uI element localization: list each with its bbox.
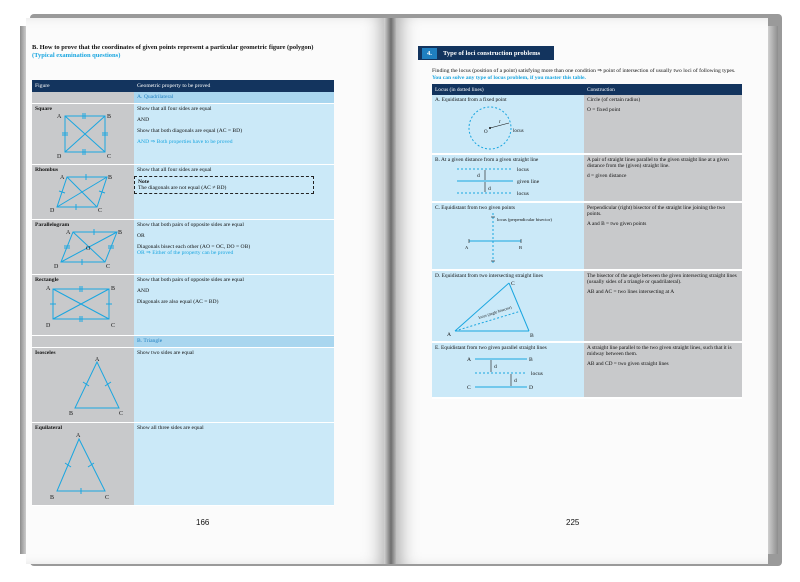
row-b-label-given-line: given line: [517, 179, 540, 185]
equilateral-figure: [35, 431, 127, 501]
rhombus-note-title: Note: [138, 179, 150, 185]
figure-name-rhombus: Rhombus: [35, 167, 59, 173]
svg-text:B: B: [111, 286, 116, 292]
row-c-label-b: B: [519, 245, 523, 250]
table-row-isosceles: [32, 348, 334, 423]
parallelogram-or: OR: [137, 233, 145, 239]
row-a-detail: O = fixed point: [587, 107, 621, 113]
section-quadrilateral: A. Quadrilateral: [134, 92, 334, 104]
row-c-title: C. Equidistant from two given points: [435, 205, 515, 211]
intro-highlight: You can solve any type of locus problem, if you master this table.: [432, 75, 586, 82]
parallelogram-line-2: Diagonals bisect each other (AO = OC, DO = OB): [137, 244, 251, 250]
svg-text:B: B: [108, 175, 113, 181]
intro-text: Finding the locus (position of a point) satisfying more than one condition ⇒ point of intersection of usually two loci of following types.: [432, 68, 736, 74]
row-e-label-b: B: [529, 357, 533, 363]
row-a-construction: Circle (of certain radius): [587, 97, 641, 103]
rectangle-line-2: Diagonals are also equal (AC = BD): [137, 299, 219, 305]
svg-text:A: A: [66, 230, 71, 236]
row-b-label-d-bottom: d: [488, 186, 491, 192]
row-a-title: A. Equidistant from a fixed point: [435, 97, 507, 103]
row-e-detail: AB and CD = two given straight lines: [587, 361, 669, 367]
svg-text:A: A: [46, 286, 51, 292]
svg-text:C: C: [119, 411, 124, 417]
row-e-label-d: D: [529, 385, 534, 391]
svg-text:C: C: [107, 154, 112, 158]
row-d-title: D. Equidistant from two intersecting straight lines: [435, 273, 543, 279]
rectangle-figure: [35, 283, 127, 329]
col-locus-header: Locus (in dotted lines): [432, 84, 584, 95]
isosceles-line-1: Show two sides are equal: [137, 350, 194, 356]
col-construction-header: Construction: [584, 84, 742, 95]
loci-row-b: [432, 154, 742, 202]
row-d-construction: The bisector of the angle between the given intersecting straight lines (usually sides of a triangle or quadrilateral).: [587, 273, 737, 285]
row-b-label-locus-top: locus: [517, 167, 529, 173]
svg-text:O: O: [86, 246, 91, 252]
row-e-label-a: A: [467, 357, 472, 363]
square-line-3: AND ⇒ Both properties have to be proved: [137, 139, 233, 145]
row-b-label-locus-bottom: locus: [517, 191, 529, 197]
right-page-edges: [768, 26, 778, 554]
row-d-label-locus: locus (angle bisector): [477, 304, 513, 320]
svg-text:C: C: [106, 264, 111, 270]
row-a-label-locus: locus: [513, 129, 524, 134]
section-triangle: B. Triangle: [134, 336, 334, 348]
isosceles-figure: [35, 356, 127, 418]
row-e-label-d2: d: [514, 378, 517, 384]
row-b-title: B. At a given distance from a given straight line: [435, 157, 539, 163]
row-c-label-locus: locus (perpendicular bisector): [497, 217, 552, 222]
row-d-label-b: B: [530, 333, 534, 339]
row-e-construction: A straight line parallel to the two given straight lines, such that it is midway between them.: [587, 345, 732, 357]
svg-text:B: B: [107, 114, 112, 120]
table-row-rhombus: [32, 165, 334, 220]
rhombus-figure: [35, 173, 127, 213]
rhombus-line-1: Show that all four sides are equal: [137, 167, 212, 173]
row-b-parallel-figure: [435, 163, 575, 199]
row-e-label-d1: d: [494, 364, 497, 370]
row-e-label-locus: locus: [531, 371, 543, 377]
table-row-rectangle: [32, 275, 334, 336]
row-d-label-a: A: [447, 332, 452, 338]
figure-name-parallelogram: Parallelogram: [35, 222, 70, 228]
svg-text:A: A: [95, 357, 100, 363]
parallelogram-line-3: OR ⇒ Either of the property can be proved: [137, 250, 234, 256]
row-e-label-c: C: [467, 385, 471, 391]
col-property-header: Geometric property to be proved: [134, 80, 334, 92]
loci-row-e: [432, 342, 742, 398]
square-and: AND: [137, 117, 150, 123]
svg-text:D: D: [50, 208, 55, 213]
banner-number: 4.: [422, 48, 437, 59]
banner-title: Type of loci construction problems: [442, 49, 541, 57]
row-c-construction: Perpendicular (right) bisector of the straight line joining the two points.: [587, 205, 726, 217]
left-page-number: 166: [196, 518, 210, 527]
equilateral-line-1: Show all three sides are equal: [137, 425, 204, 431]
loci-row-a: [432, 95, 742, 154]
figure-name-isosceles: Isosceles: [35, 350, 56, 356]
row-b-detail: d = given distance: [587, 173, 627, 179]
row-c-bisector-figure: [435, 211, 575, 267]
loci-row-d: [432, 270, 742, 342]
row-b-construction: A pair of straight lines parallel to the given straight line at a given distance from the (given) straight line.: [587, 157, 729, 169]
loci-row-c: [432, 202, 742, 270]
square-figure: [35, 112, 127, 158]
row-d-label-c: C: [511, 281, 515, 287]
square-line-2: Show that both diagonals are equal (AC = BD): [137, 128, 243, 134]
table-row-equilateral: [32, 423, 334, 506]
svg-text:B: B: [69, 411, 74, 417]
svg-text:A: A: [76, 433, 81, 439]
square-line-1: Show that all four sides are equal: [137, 106, 212, 112]
svg-text:C: C: [98, 208, 103, 213]
rhombus-note-text: The diagonals are not equal (AC ≠ BD): [138, 185, 227, 191]
left-heading-title: B. How to prove that the coordinates of given points represent a particular geometric figure (polygon): [32, 44, 314, 51]
rhombus-note-box: [134, 176, 314, 194]
svg-text:D: D: [46, 323, 51, 329]
right-page-number: 225: [566, 518, 580, 527]
table-row-square: [32, 104, 334, 165]
parallelogram-line-1: Show that both pairs of opposite sides are equal: [137, 222, 244, 228]
svg-text:B: B: [118, 230, 123, 236]
col-figure-header: Figure: [32, 80, 134, 92]
row-a-label-r: r: [499, 120, 501, 125]
polygon-proof-table: [32, 80, 334, 506]
svg-text:A: A: [57, 114, 62, 120]
svg-text:D: D: [54, 264, 59, 270]
left-heading-subtitle: (Typical examination questions): [32, 52, 121, 59]
svg-text:B: B: [50, 495, 55, 501]
loci-table: [432, 84, 742, 399]
left-heading: [32, 44, 352, 60]
svg-text:D: D: [57, 154, 62, 158]
table-row-parallelogram: [32, 220, 334, 275]
row-e-midway-figure: [435, 351, 575, 395]
row-a-circle-figure: [435, 103, 575, 151]
loci-intro: [432, 68, 742, 82]
svg-text:A: A: [60, 175, 65, 181]
figure-name-equilateral: Equilateral: [35, 425, 63, 431]
svg-text:C: C: [105, 495, 110, 501]
row-a-label-o: O: [484, 130, 488, 135]
rectangle-and: AND: [137, 288, 150, 294]
parallelogram-figure: [35, 228, 127, 270]
figure-name-rectangle: Rectangle: [35, 277, 59, 283]
row-d-detail: AB and AC = two lines intersecting at A: [587, 289, 675, 295]
loci-banner: [418, 46, 554, 60]
row-c-label-a: A: [465, 245, 469, 250]
row-b-label-d-top: d: [477, 173, 480, 179]
row-d-angle-bisector-figure: [435, 279, 575, 339]
figure-name-square: Square: [35, 106, 52, 112]
svg-text:C: C: [111, 323, 116, 329]
rectangle-line-1: Show that both pairs of opposite sides are equal: [137, 277, 244, 283]
row-c-detail: A and B = two given points: [587, 221, 647, 227]
row-e-title: E. Equidistant from two given parallel straight lines: [435, 345, 547, 351]
